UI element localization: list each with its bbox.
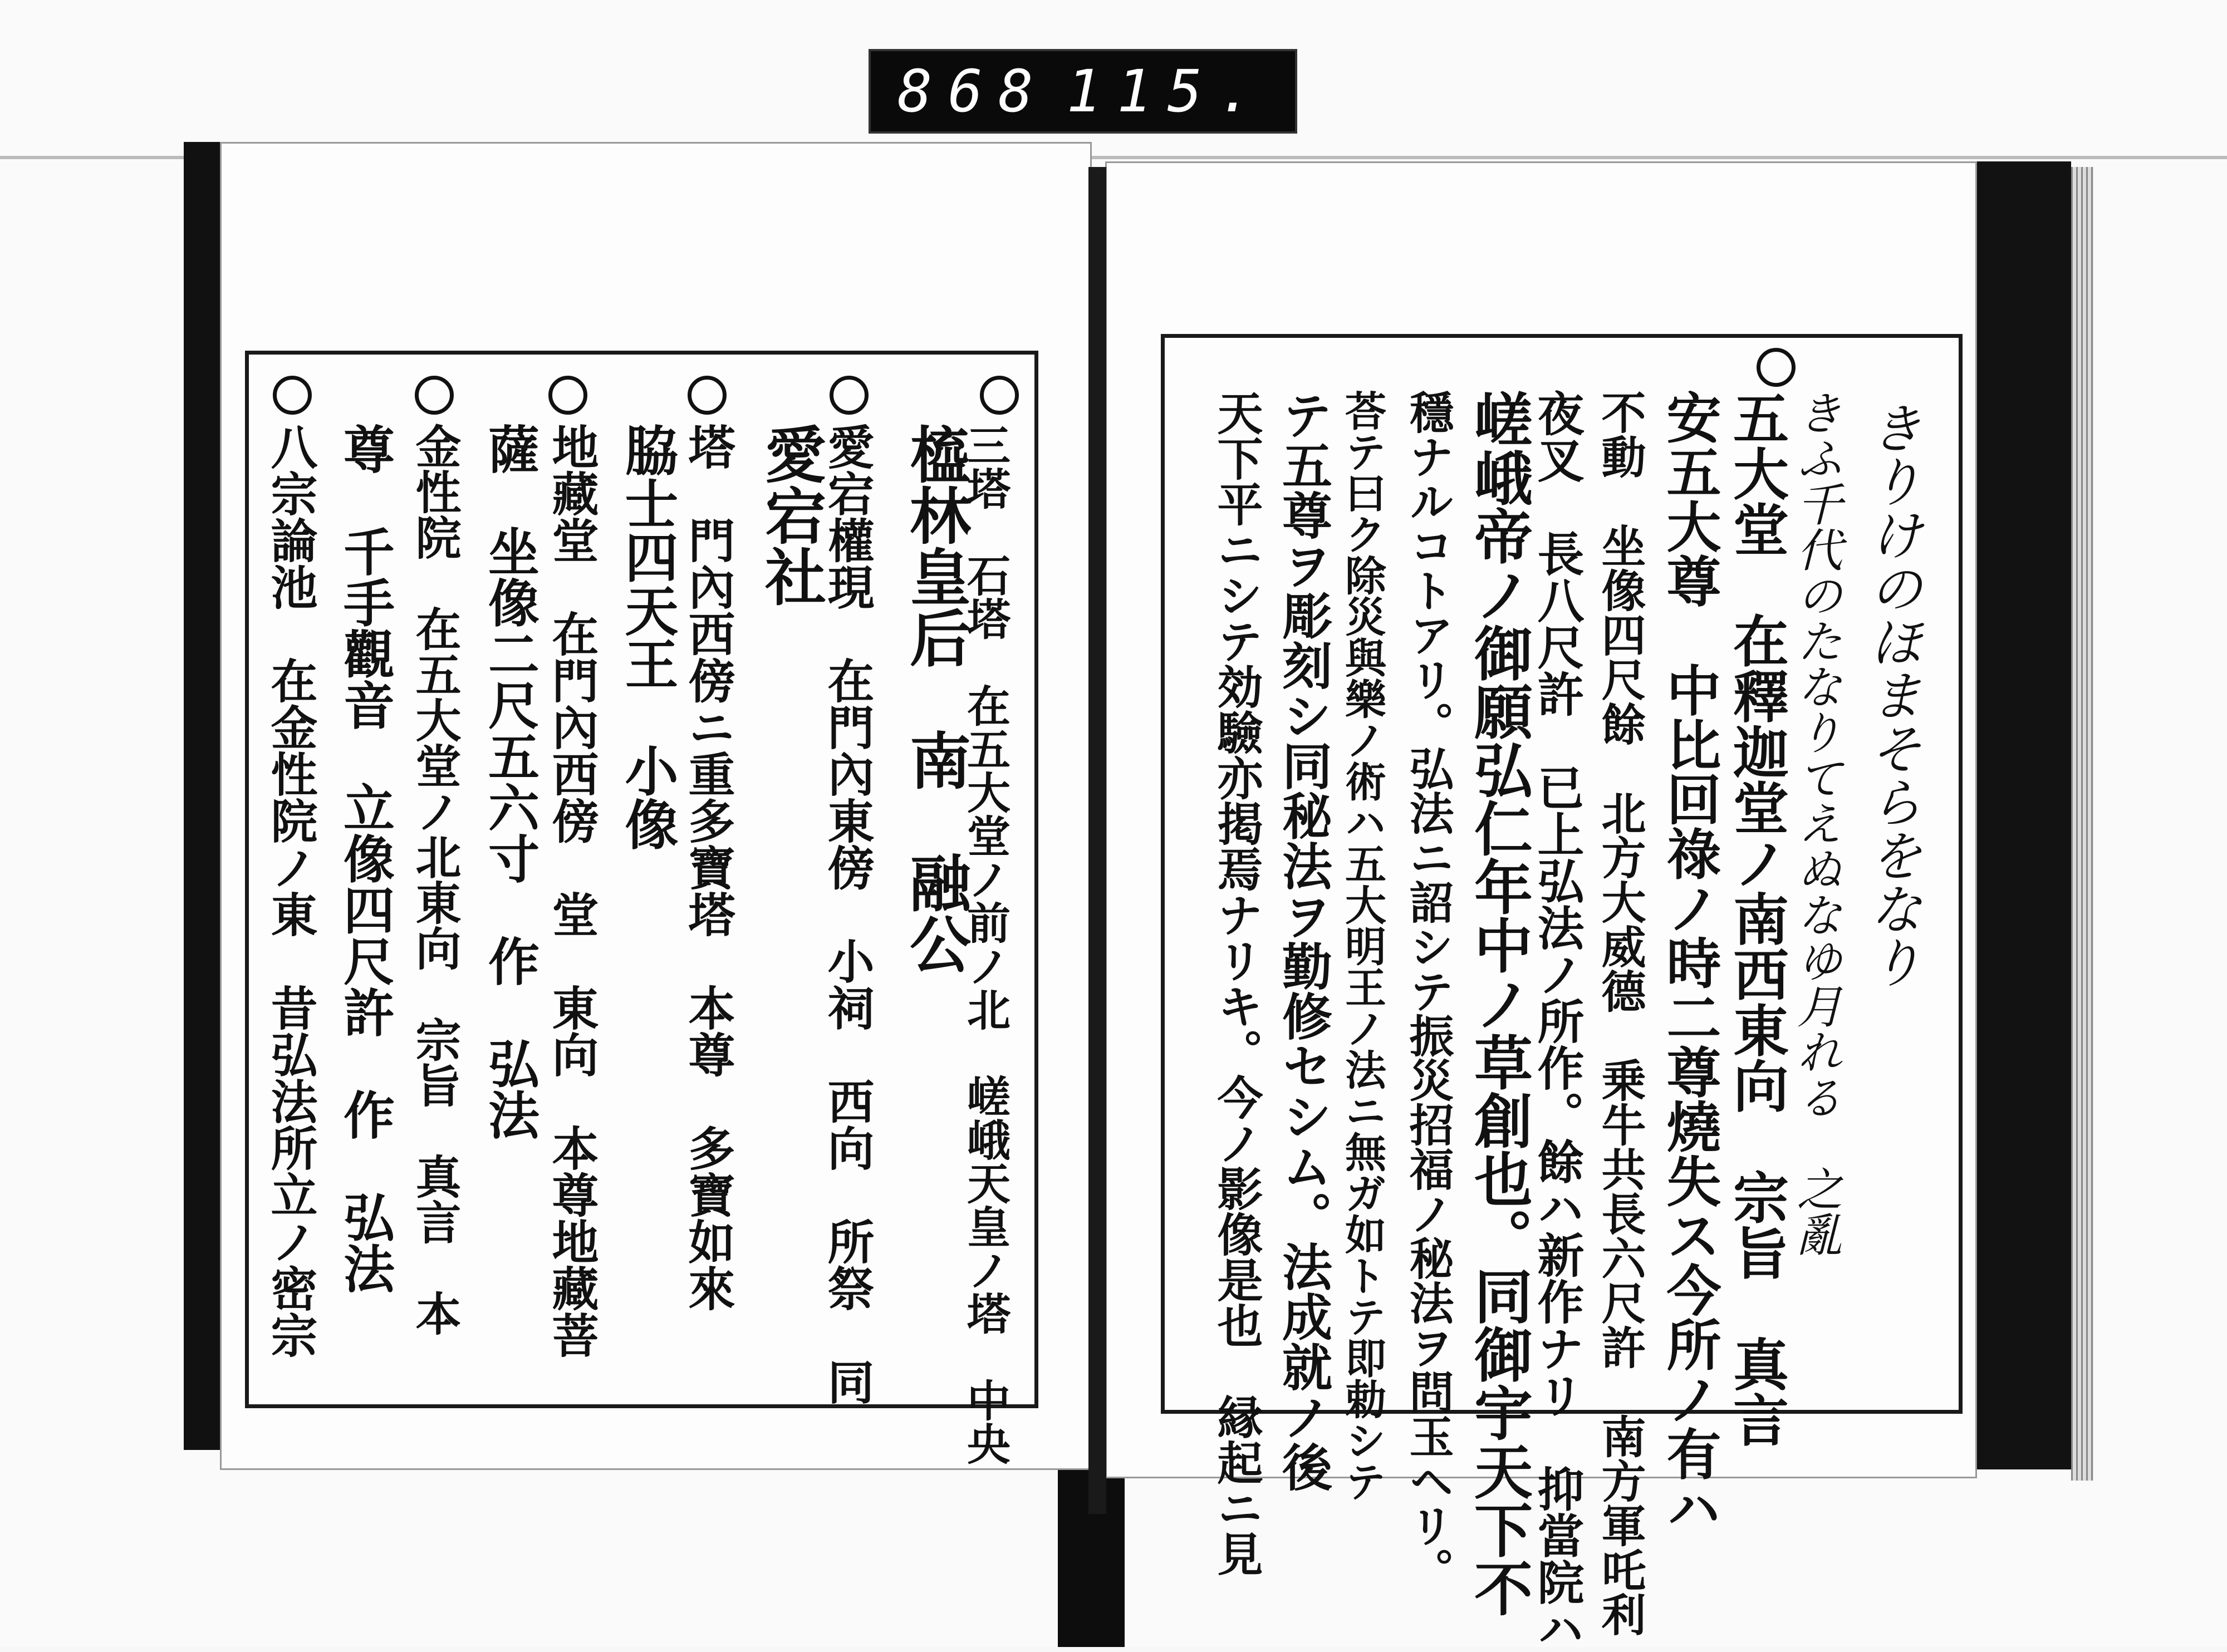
left-col-4: 愛宕社 [755,423,827,607]
left-col-11: 八宗論池 在金性院ノ東 昔弘法所立ノ密宗 [263,423,318,1358]
right-col-7: 嵯峨帝ノ御願弘仁年中ノ草創也。同御宇天下不 [1465,390,1534,1617]
entry-marker-circle [688,376,727,415]
catalog-label-plate [869,49,1297,134]
left-col-6: 脇士四天王 小像 [616,423,679,850]
left-col-1: 三塔 石塔 在五大堂ノ前ノ北 嵯峨天皇ノ塔 中央 [960,423,1011,1465]
entry-marker-circle [980,376,1019,415]
entry-marker-circle [830,376,869,415]
catalog-number-left: 868 [897,57,1049,125]
right-col-11: 天下平ニシテ効驗亦掲焉ナリキ。今ノ影像是也 縁起ニ見 [1210,390,1263,1576]
right-book-edge [1971,161,2071,1469]
left-col-8: 薩 坐像二尺五六寸 作 弘法 [480,423,540,1140]
right-col-5: 不動 坐像四尺餘 北方大威德 乗牛共長六尺許 南方軍吒利 [1594,390,1646,1636]
right-col-10: テ五尊ヲ彫刻シ同秘法ヲ勤修セシム。法成就ノ後 [1273,390,1332,1492]
right-page-stack [2071,167,2093,1481]
right-col-1: きりけのほまそらをなり [1861,401,1923,989]
right-col-8: 穩ナルコトアリ。弘法ニ詔シテ振災招福ノ秘法ヲ問玉ヘリ。 [1402,390,1454,1592]
right-col-9: 荅テ曰ク除災與樂ノ術ハ五大明王ノ法ニ無ガ如トテ即勅シテ [1338,390,1386,1502]
left-col-2: 橀林皇后 南 融公 [900,423,972,974]
left-col-10: 尊 千手觀音 立像四尺許 作 弘法 [335,423,395,1294]
right-col-6: 夜叉 長八尺許 已上弘法ノ所作。餘ハ新作ナリ 抑當院ハ [1530,390,1585,1652]
right-col-4: 安五大尊 中比回祿ノ時二尊燒失ス今所ノ有ハ [1657,390,1721,1535]
catalog-number-right: 115. [1066,57,1268,125]
entry-marker-circle [548,376,587,415]
entry-marker-circle [273,376,312,415]
left-col-5: 塔 門內西傍ニ重多寶塔 本尊 多寶如來 [681,423,736,1311]
entry-marker-circle [1757,348,1796,387]
book-gutter [1088,167,1106,1514]
right-col-2: きふ千代のたなりてえぬなゆ月れる 之亂 [1789,390,1842,1257]
right-col-3: 五大堂 在釋迦堂ノ南西東向 宗旨 真言 [1724,390,1789,1447]
left-col-7: 地藏堂 在門內西傍 堂 東向 本尊地藏菩 [545,423,600,1358]
entry-marker-circle [415,376,454,415]
left-col-3: 愛宕權現 在門內東傍 小祠 西向 所祭 同 [820,423,875,1405]
left-book-edge [184,142,223,1450]
left-col-9: 金性院 在五大堂ノ北東向 宗旨 真言 本 [408,423,462,1336]
